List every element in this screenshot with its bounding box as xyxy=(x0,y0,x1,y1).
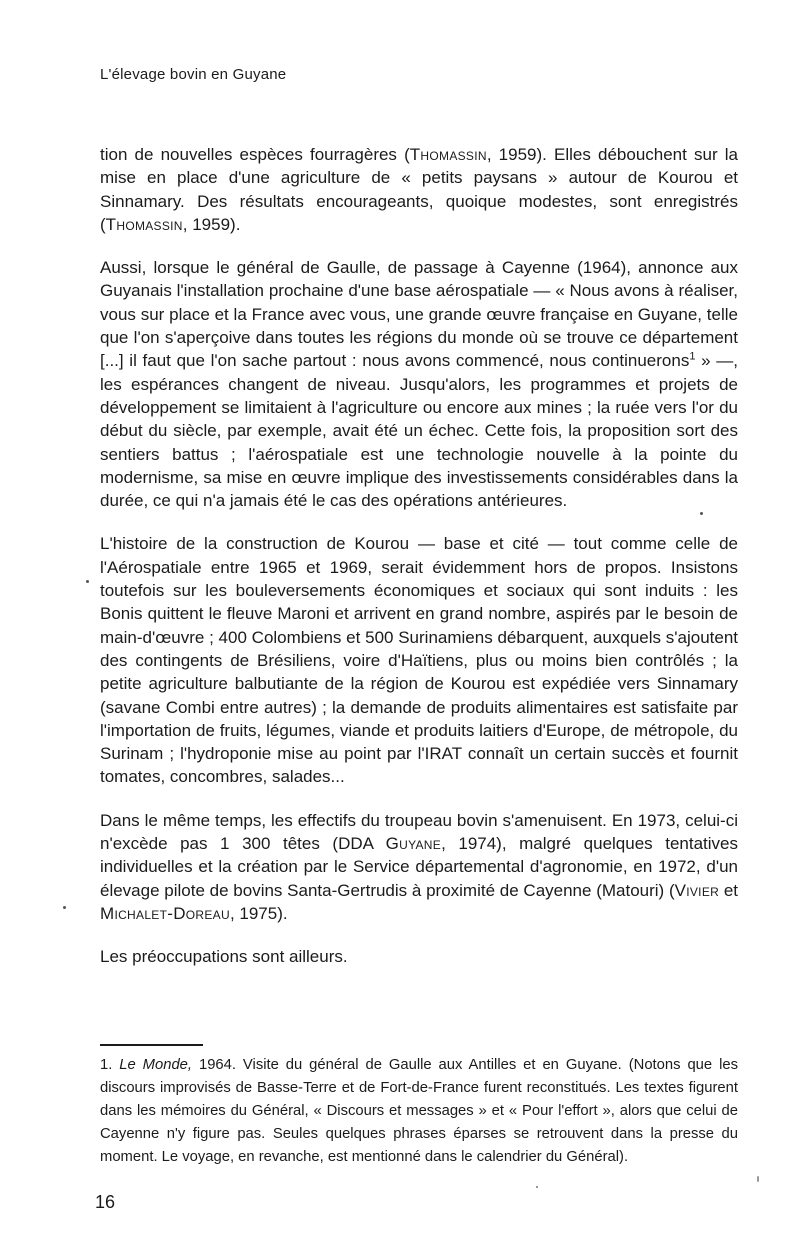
paragraph-3: L'histoire de la construction de Kourou — base et cité — tout comme celle de l'Aérospatiale entre 1965 et 1969, serait évidemment hors de propos. Insistons toutefois sur les bouleversements économiques et sociaux qui sont induits : les Bonis quittent le fleuve Maroni et arrivent en grand nombre, aspirés par le besoin de main-d'œuvre ; 400 Colombiens et 500 Surinamiens débarquent, auxquels s'ajoutent des contingents de Brésiliens, voire d'Haïtiens, plus ou moins bien contrôlés ; la petite agriculture balbutiante de la région de Kourou est expédiée vers Sinnamary (savane Combi entre autres) ; la demande de produits alimentaires est satisfaite par l'importation de fruits, légumes, viande et produits laitiers d'Europe, de métropole, du Surinam ; l'hydroponie mise au point par l'IRAT connaît un certain succès et fournit tomates, concombres, salades... xyxy=(100,534,738,787)
scan-speck xyxy=(700,512,703,515)
paragraph-5: Les préoccupations sont ailleurs. xyxy=(100,947,348,967)
paragraph-4: Dans le même temps, les effectifs du troupeau bovin s'amenuisent. En 1973, celui-ci n'excède pas 1 300 têtes (DDA Guyane, 1974), malgré quelques tentatives individuelles et la création par le Service départemental d'agronomie, en 1972, d'un élevage pilote de bovins Santa-Gertrudis à proximité de Cayenne (Matouri) (Vivier et Michalet-Doreau, 1975). xyxy=(100,810,739,923)
footnote-1: 1. Le Monde, 1964. Visite du général de Gaulle aux Antilles et en Guyane. (Notons que les discours improvisés de Basse-Terre et de Fort-de-France furent reconstitués. Les textes figurent dans les mémoires du Général, « Discours et messages » et « Pour l'effort », alors que celui de Cayenne n'y figure pas. Seules quelques phrases éparses se retrouvent dans la presse du moment. Le voyage, en revanche, est mentionné dans le calendrier du Général). xyxy=(100,1057,738,1165)
paragraph-1: tion de nouvelles espèces fourragères (Thomassin, 1959). Elles débouchent sur la mise en place d'une agriculture de « petits paysans » autour de Kourou et Sinnamary. Des résultats encourageants, quoique modestes, sont enregistrés (Thomassin, 1959). xyxy=(100,145,738,234)
scan-speck xyxy=(86,580,89,583)
paragraph-2: Aussi, lorsque le général de Gaulle, de passage à Cayenne (1964), annonce aux Guyanais l'installation prochaine d'une base aérospatiale — « Nous avons à réaliser, vous sur place et la France avec vous, une grande œuvre française en Guyane, telle que l'on s'aperçoive dans toutes les régions du monde où se trouve ce département [...] il faut que l'on sache partout : nous avons commencé, nous continuerons$^1$ » —, les espérances changent de niveau. Jusqu'alors, les programmes et projets de développement se limitaient à l'agriculture ou encore aux mines ; la ruée vers l'or du début du siècle, par exemple, avait été un échec. Cette fois, la proposition sort des sentiers battus ; l'aérospatiale est une technologie nouvelle à la pointe du modernisme, sa mise en œuvre implique des investissements considérables dans la durée, ce qui n'a jamais été le cas des opérations antérieures. xyxy=(100,258,738,511)
scan-speck xyxy=(757,1176,759,1182)
scan-speck xyxy=(536,1186,538,1188)
footnote-section xyxy=(100,1044,738,1169)
page-body xyxy=(100,143,738,969)
scan-speck xyxy=(63,906,66,909)
running-header: L'élevage bovin en Guyane xyxy=(100,66,287,83)
footnote-divider xyxy=(100,1044,203,1046)
page-number: 16 xyxy=(95,1192,116,1212)
